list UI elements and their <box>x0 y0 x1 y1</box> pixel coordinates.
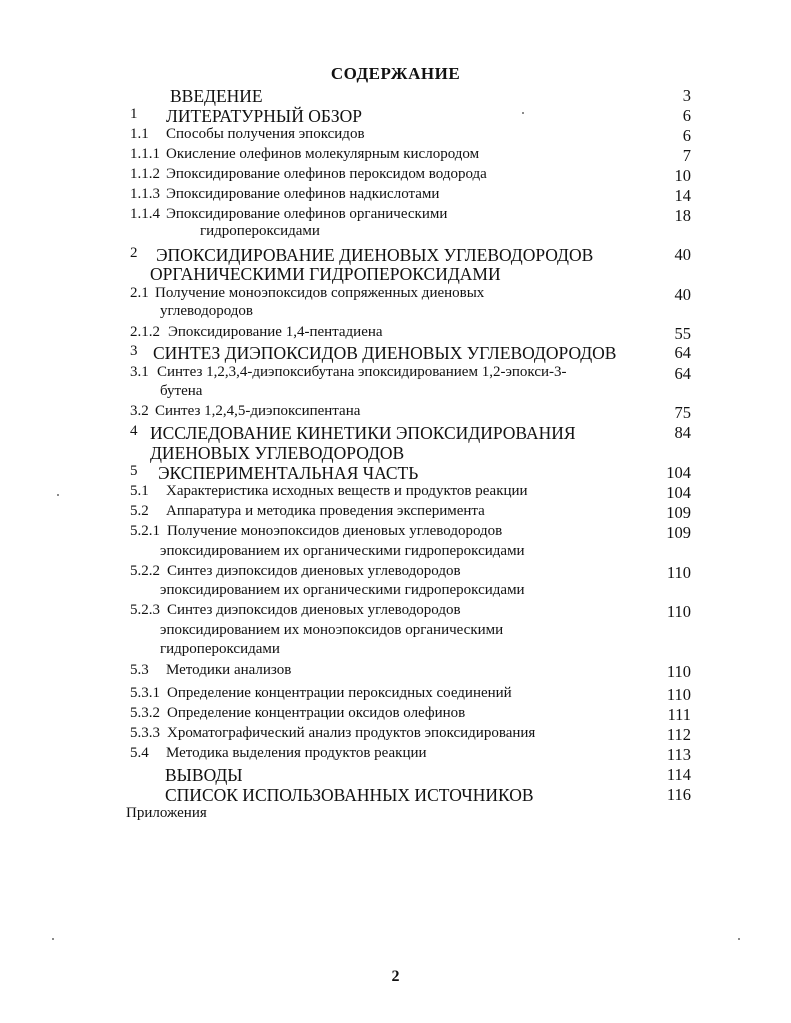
toc-entry-page: 14 <box>674 186 691 205</box>
toc-entry-page: 104 <box>666 463 691 482</box>
toc-entry-title: Методики анализов <box>166 662 292 678</box>
toc-entry-number: 5.3.1 <box>130 685 160 701</box>
toc-entry-page: 109 <box>666 503 691 522</box>
toc-entry-number: 5.3 <box>130 662 149 678</box>
page-number: 2 <box>391 968 400 985</box>
toc-entry-title-continued: эпоксидированием их моноэпоксидов органическими <box>160 622 504 638</box>
toc-entry-title: Аппаратура и методика проведения эксперимента <box>166 503 485 519</box>
toc-entry-page: 111 <box>667 705 691 724</box>
toc-entry-title: Эпоксидирование олефинов пероксидом водорода <box>166 166 487 182</box>
toc-entry-number: 4 <box>130 423 138 439</box>
toc-entry-title: Эпоксидирование олефинов органическими <box>166 206 448 222</box>
toc-entry-number: 5.1 <box>130 483 149 499</box>
toc-entry-title: Окисление олефинов молекулярным кислородом <box>166 146 480 162</box>
toc-entry-page: 40 <box>674 285 691 304</box>
toc-entry-number: 1.1.4 <box>130 206 160 222</box>
toc-entry-page: 64 <box>674 343 691 362</box>
toc-entry-title: Определение концентрации пероксидных соединений <box>167 685 512 701</box>
toc-entry-number: 5.3.2 <box>130 705 160 721</box>
toc-entry-number: 3 <box>130 343 138 359</box>
toc-entry-number: 1.1.3 <box>130 186 160 202</box>
toc-entry-title: ВВЕДЕНИЕ <box>170 86 263 106</box>
toc-entry-number: 5.2 <box>130 503 149 519</box>
toc-entry-number: 1 <box>130 106 138 122</box>
toc-entry-page: 10 <box>674 166 691 185</box>
toc-entry-page: 75 <box>674 403 691 422</box>
toc-entry-title: Получение моноэпоксидов диеновых углеводородов <box>167 523 503 539</box>
page-title: СОДЕРЖАНИЕ <box>330 64 461 83</box>
toc-entry-title: Получение моноэпоксидов сопряженных диеновых <box>155 285 485 301</box>
toc-entry-title-continued: ОРГАНИЧЕСКИМИ ГИДРОПЕРОКСИДАМИ <box>150 264 501 284</box>
toc-entry-title: ВЫВОДЫ <box>165 765 243 785</box>
toc-entry-number: 3.2 <box>130 403 149 419</box>
toc-entry-title: СПИСОК ИСПОЛЬЗОВАННЫХ ИСТОЧНИКОВ <box>165 785 534 805</box>
toc-entry-title-continued: эпоксидированием их органическими гидропероксидами <box>160 543 525 559</box>
toc-entry-number: 3.1 <box>130 364 149 380</box>
toc-entry-title: Синтез диэпоксидов диеновых углеводородов <box>167 563 461 579</box>
toc-entry-title: Эпоксидирование 1,4-пентадиена <box>168 324 383 340</box>
toc-entry-title-continued: гидропероксидами <box>200 223 320 239</box>
toc-entry-title: Характеристика исходных веществ и продуктов реакции <box>166 483 528 499</box>
toc-entry-title: Синтез диэпоксидов диеновых углеводородов <box>167 602 461 618</box>
toc-entry-number: 5.4 <box>130 745 149 761</box>
toc-entry-title: ЭПОКСИДИРОВАНИЕ ДИЕНОВЫХ УГЛЕВОДОРОДОВ <box>156 245 594 265</box>
toc-entry-page: 84 <box>674 423 691 442</box>
toc-entry-page: 64 <box>674 364 691 383</box>
toc-entry-page: 6 <box>682 106 691 125</box>
toc-entry-page: 113 <box>666 745 691 764</box>
toc-entry-title: Определение концентрации оксидов олефинов <box>167 705 466 721</box>
toc-entry-number: 5 <box>130 463 138 479</box>
toc-entry-number: 5.2.3 <box>130 602 160 618</box>
toc-entry-page: 7 <box>682 146 691 165</box>
toc-entry-number: 5.2.1 <box>130 523 160 539</box>
toc-entry-number: 2.1.2 <box>130 324 160 340</box>
toc-entry-title-continued: бутена <box>160 383 203 399</box>
toc-entry-title: Способы получения эпоксидов <box>166 126 365 142</box>
toc-entry-page: 114 <box>666 765 691 784</box>
toc-entry-number: 2 <box>130 245 138 261</box>
toc-entry-title: ЛИТЕРАТУРНЫЙ ОБЗОР <box>166 106 363 126</box>
toc-entry-title-continued: ДИЕНОВЫХ УГЛЕВОДОРОДОВ <box>150 443 405 463</box>
toc-entry-title: Эпоксидирование олефинов надкислотами <box>166 186 440 202</box>
toc-entry-page: 116 <box>666 785 691 804</box>
toc-entry-title-continued: эпоксидированием их органическими гидропероксидами <box>160 582 525 598</box>
toc-entry-page: 110 <box>666 563 691 582</box>
toc-entry-title: Хроматографический анализ продуктов эпоксидирования <box>167 725 536 741</box>
toc-entry-title-continued: гидропероксидами <box>160 641 280 657</box>
toc-entry-title: Методика выделения продуктов реакции <box>166 745 427 761</box>
toc-entry-number: 5.3.3 <box>130 725 160 741</box>
toc-entry-page: 104 <box>666 483 691 502</box>
toc-entry-number: 1.1.2 <box>130 166 160 182</box>
toc-entry-page: 110 <box>666 602 691 621</box>
toc-entry-page: 6 <box>682 126 691 145</box>
toc-entry-page: 55 <box>674 324 691 343</box>
toc-entry-page: 110 <box>666 685 691 704</box>
toc-entry-title: Синтез 1,2,4,5-диэпоксипентана <box>155 403 361 419</box>
toc-entry-title: ИССЛЕДОВАНИЕ КИНЕТИКИ ЭПОКСИДИРОВАНИЯ <box>150 423 576 443</box>
toc-entry-page: 110 <box>666 662 691 681</box>
toc-entry-page: 112 <box>666 725 691 744</box>
toc-entry-number: 1.1.1 <box>130 146 160 162</box>
toc-entry-page: 109 <box>666 523 691 542</box>
toc-entry-page: 18 <box>674 206 691 225</box>
toc-entry-title-continued: углеводородов <box>160 303 253 319</box>
toc-entry-number: 1.1 <box>130 126 149 142</box>
toc-entry-number: 2.1 <box>130 285 149 301</box>
toc-entry-page: 40 <box>674 245 691 264</box>
toc-entry-title: Синтез 1,2,3,4-диэпоксибутана эпоксидированием 1,2-эпокси-3- <box>157 364 567 380</box>
toc-entry-title: Приложения <box>126 805 207 821</box>
toc-entry-title: ЭКСПЕРИМЕНТАЛЬНАЯ ЧАСТЬ <box>158 463 419 483</box>
toc-entry-number: 5.2.2 <box>130 563 160 579</box>
toc-entry-title: СИНТЕЗ ДИЭПОКСИДОВ ДИЕНОВЫХ УГЛЕВОДОРОДОВ <box>153 343 617 363</box>
toc-entry-page: 3 <box>682 86 691 105</box>
